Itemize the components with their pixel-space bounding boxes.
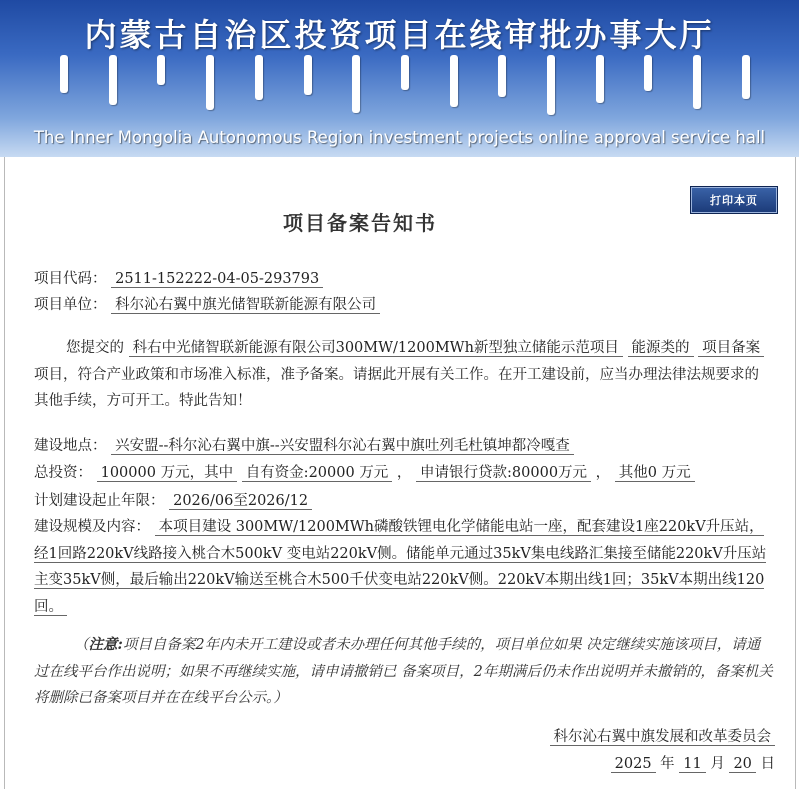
investment-other: 其他0 万元	[615, 465, 695, 482]
intro-paragraph	[34, 335, 772, 415]
date-day: 20	[729, 756, 755, 773]
notice-open: （	[74, 637, 89, 653]
investment-label: 总投资：	[34, 465, 92, 481]
intro-kind: 项目备案	[698, 340, 764, 357]
date-day-unit: 日	[760, 756, 775, 772]
banner-title-en: The Inner Mongolia Autonomous Region investment projects online approval service hall	[33, 128, 766, 147]
date-month: 11	[679, 756, 705, 773]
investment-sep-1: ，	[396, 465, 412, 481]
period-value: 2026/06至2026/12	[169, 493, 312, 510]
scope-paragraph	[34, 514, 772, 620]
period-label: 计划建设起止年限：	[34, 493, 165, 509]
project-unit-row	[34, 294, 774, 316]
intro-lead: 您提交的	[66, 340, 124, 356]
location-row	[34, 435, 774, 457]
header-banner	[0, 0, 799, 157]
print-page-button[interactable]: 打印本页	[690, 186, 778, 214]
investment-sep-2: ，	[595, 465, 611, 481]
project-code-label: 项目代码：	[34, 271, 107, 287]
signature-date	[611, 753, 775, 775]
intro-project-name: 科右中光储智联新能源有限公司300MW/1200MWh新型独立储能示范项目	[129, 340, 623, 357]
page-title: 项目备案告知书	[283, 211, 437, 235]
period-row	[34, 490, 774, 512]
scope-value: 本项目建设 300MW/1200MWh磷酸铁锂电化学储能电站一座，配套建设1座220kV升压站，经1回路220kV线路接入桃合木500kV 变电站220kV侧。储能单元通过35kV集电线路汇集接至储能220kV升压站主变35kV侧，最后输出220kV输送至桃合木500千伏变电站220kV侧。220kV本期出线1回；35kV本期出线120回。	[34, 519, 767, 615]
investment-loan: 申请银行贷款:80000万元	[416, 465, 591, 482]
investment-total: 100000 万元，其中	[97, 465, 237, 482]
banner-title-cn: 内蒙古自治区投资项目在线审批办事大厅	[84, 16, 715, 54]
project-unit-label: 项目单位：	[34, 297, 107, 313]
location-value: 兴安盟--科尔沁右翼中旗--兴安盟科尔沁右翼中旗吐列毛杜镇坤都冷嘎查	[111, 438, 574, 455]
location-label: 建设地点：	[34, 438, 107, 454]
investment-row	[34, 462, 774, 484]
banner-title-mongolian	[60, 55, 750, 120]
project-unit-value: 科尔沁右翼中旗光储智联新能源有限公司	[111, 297, 380, 314]
project-code-row	[34, 268, 774, 290]
intro-category: 能源类的	[628, 340, 694, 357]
date-year-unit: 年	[660, 756, 675, 772]
intro-body: 项目，符合产业政策和市场准入标准，准予备案。请据此开展有关工作。在开工建设前，应当办理法律法规要求的其他手续，方可开工。特此告知！	[34, 366, 759, 409]
signature-org	[550, 726, 776, 748]
notice-paragraph	[34, 632, 774, 712]
notice-label: 注意:	[88, 636, 123, 653]
notice-text: 项目自备案2年内未开工建设或者未办理任何其他手续的，项目单位如果 决定继续实施该项目，请通过在线平台作出说明；如果不再继续实施，请申请撤销已 备案项目，2年期满后仍未作出说明并未撤销的，备案机关将删除已备案项目并在在线平台公示。）	[34, 637, 773, 706]
scope-label: 建设规模及内容：	[34, 519, 150, 535]
date-year: 2025	[611, 756, 656, 773]
project-code-value: 2511-152222-04-05-293793	[111, 271, 323, 288]
date-month-unit: 月	[710, 756, 725, 772]
signature-org-name: 科尔沁右翼中旗发展和改革委员会	[550, 729, 776, 746]
investment-own: 自有资金:20000 万元	[242, 465, 393, 482]
